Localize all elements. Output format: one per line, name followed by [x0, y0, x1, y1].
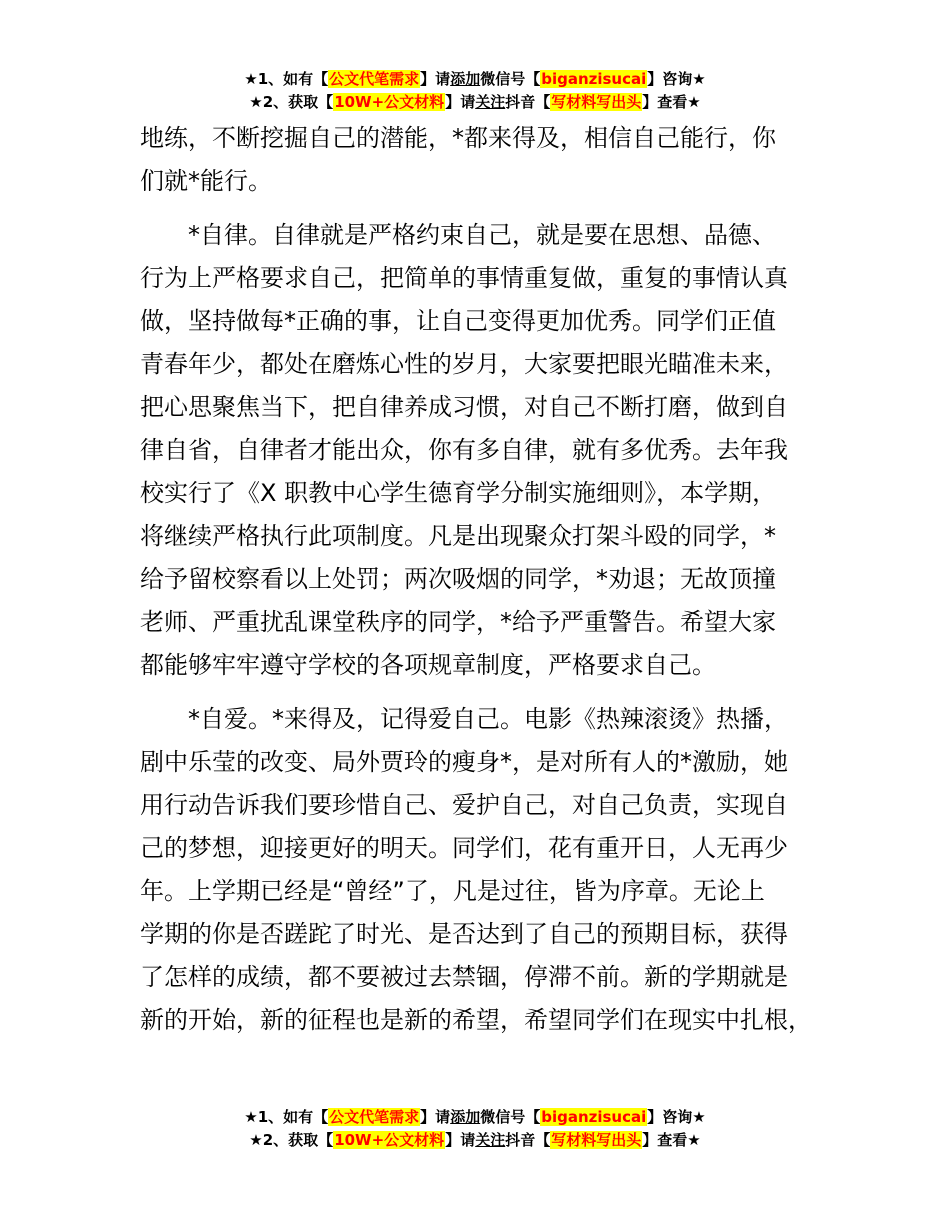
- footer-banner: [0, 1106, 950, 1152]
- text-line: 给予留校察看以上处罚；两次吸烟的同学，*劝退；无故顶撞: [140, 565, 776, 593]
- highlight-douyin-account: 写材料写出头: [551, 1131, 642, 1149]
- text-line: 了怎样的成绩，都不要被过去禁锢，停滞不前。新的学期就是: [140, 963, 788, 991]
- text-line: 律自省，自律者才能出众，你有多自律，就有多优秀。去年我: [140, 436, 788, 464]
- banner-line-2: [0, 91, 950, 114]
- text-line: 做，坚持做每*正确的事，让自己变得更加优秀。同学们正值: [140, 307, 776, 335]
- text-line: *自爱。*来得及，记得爱自己。电影《热辣滚烫》热播，: [188, 705, 788, 733]
- highlight-ghostwriting: 公文代笔需求: [329, 70, 420, 88]
- banner-underlined-text: 添加: [450, 1108, 481, 1126]
- banner-text: ★1、如有【: [244, 70, 329, 88]
- banner-text: 】查看★: [642, 1131, 701, 1149]
- banner-text: 】咨询★: [647, 1108, 706, 1126]
- banner-text: 抖音【: [505, 93, 551, 111]
- highlight-wechat-id: biganzisucai: [541, 70, 647, 88]
- highlight-wechat-id: biganzisucai: [541, 1108, 647, 1126]
- paragraph-self-love: [140, 698, 820, 1042]
- banner-text: 】请: [445, 1131, 476, 1149]
- banner-text: 】咨询★: [647, 70, 706, 88]
- banner-underlined-text: 关注: [475, 1131, 506, 1149]
- banner-underlined-text: 添加: [450, 70, 481, 88]
- text-line: 剧中乐莹的改变、局外贾玲的瘦身*，是对所有人的*激励，她: [140, 748, 788, 776]
- text-line: 己的梦想，迎接更好的明天。同学们，花有重开日，人无再少: [140, 834, 788, 862]
- banner-text: 】查看★: [642, 93, 701, 111]
- highlight-ghostwriting: 公文代笔需求: [329, 1108, 420, 1126]
- banner-text: ★2、获取【: [249, 93, 334, 111]
- banner-text: 】请: [420, 70, 451, 88]
- document-body: [140, 117, 820, 1042]
- text-line: 青春年少，都处在磨炼心性的岁月，大家要把眼光瞄准未来，: [140, 350, 788, 378]
- text-line: 年。上学期已经是“曾经”了，凡是过往，皆为序章。无论上: [140, 877, 765, 905]
- text-line: 地练，不断挖掘自己的潜能，*都来得及，相信自己能行，你: [140, 124, 776, 152]
- paragraph-self-discipline: [140, 214, 820, 687]
- banner-text: ★1、如有【: [244, 1108, 329, 1126]
- highlight-materials: 10W+公文材料: [334, 93, 445, 111]
- header-banner: [0, 68, 950, 114]
- text-line: 把心思聚焦当下，把自律养成习惯，对自己不断打磨，做到自: [140, 393, 788, 421]
- banner-line-1: [0, 1106, 950, 1129]
- banner-text: 微信号【: [480, 1108, 541, 1126]
- text-line: 学期的你是否蹉跎了时光、是否达到了自己的预期目标，获得: [140, 920, 788, 948]
- banner-line-2: [0, 1129, 950, 1152]
- banner-text: ★2、获取【: [249, 1131, 334, 1149]
- text-line: 将继续严格执行此项制度。凡是出现聚众打架斗殴的同学，*: [140, 522, 776, 550]
- banner-line-1: [0, 68, 950, 91]
- banner-text: 】请: [445, 93, 476, 111]
- text-line: 们就*能行。: [140, 167, 272, 195]
- text-line: 行为上严格要求自己，把简单的事情重复做，重复的事情认真: [140, 264, 788, 292]
- text-line: 校实行了《X 职教中心学生德育学分制实施细则》，本学期，: [140, 479, 777, 507]
- banner-text: 】请: [420, 1108, 451, 1126]
- text-line: *自律。自律就是严格约束自己，就是要在思想、品德、: [188, 221, 776, 249]
- text-line: 都能够牢牢遵守学校的各项规章制度，严格要求自己。: [140, 651, 716, 679]
- highlight-materials: 10W+公文材料: [334, 1131, 445, 1149]
- paragraph-1: [140, 117, 820, 203]
- text-line: 用行动告诉我们要珍惜自己、爱护自己，对自己负责，实现自: [140, 791, 788, 819]
- text-line: 新的开始，新的征程也是新的希望，希望同学们在现实中扎根，: [140, 1006, 812, 1034]
- text-line: 老师、严重扰乱课堂秩序的同学，*给予严重警告。希望大家: [140, 608, 776, 636]
- banner-underlined-text: 关注: [475, 93, 506, 111]
- banner-text: 微信号【: [480, 70, 541, 88]
- highlight-douyin-account: 写材料写出头: [551, 93, 642, 111]
- banner-text: 抖音【: [505, 1131, 551, 1149]
